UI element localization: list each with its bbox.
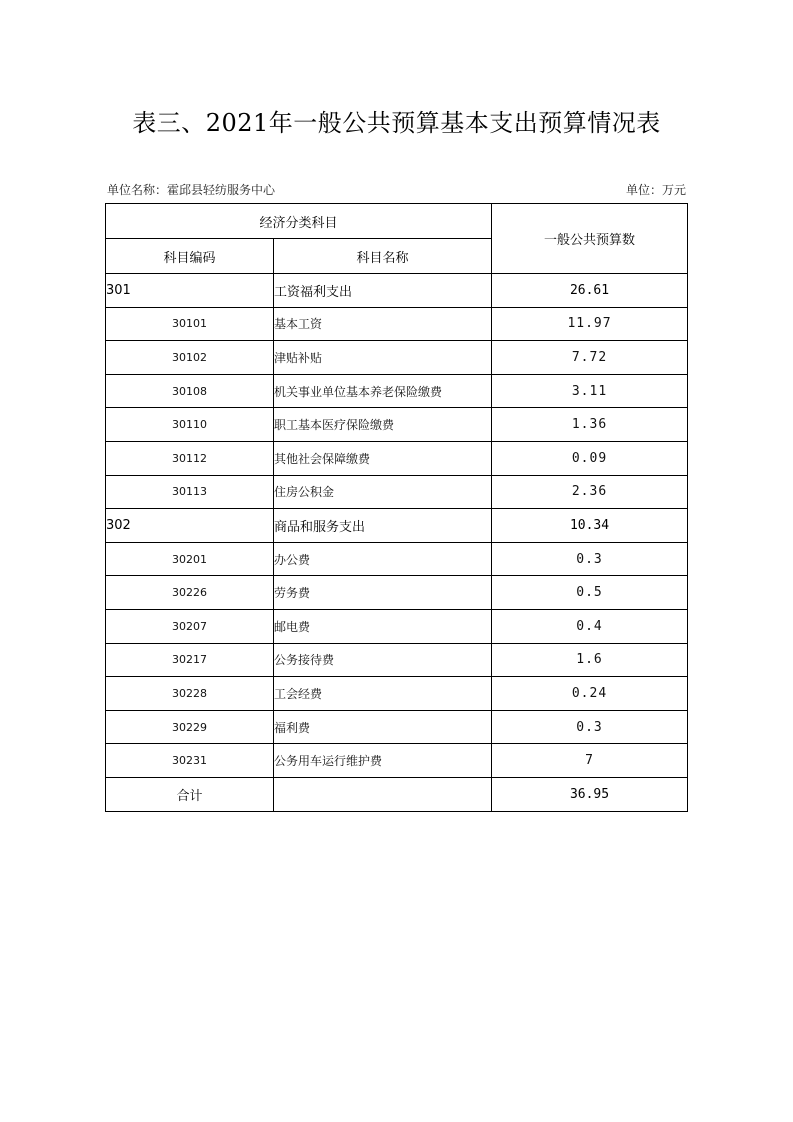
item-row xyxy=(106,441,688,475)
item-row xyxy=(106,643,688,677)
item-row xyxy=(106,576,688,610)
budget-table xyxy=(105,203,688,812)
item-amount: 1.36 xyxy=(492,408,688,442)
item-amount: 7.72 xyxy=(492,341,688,375)
item-name: 办公费 xyxy=(274,542,492,576)
item-row xyxy=(106,408,688,442)
item-code: 30217 xyxy=(106,643,274,677)
item-name: 职工基本医疗保险缴费 xyxy=(274,408,492,442)
category-row xyxy=(106,509,688,543)
item-name: 公务接待费 xyxy=(274,643,492,677)
item-row xyxy=(106,710,688,744)
header-subject-name: 科目名称 xyxy=(274,239,492,274)
item-amount: 0.3 xyxy=(492,542,688,576)
item-amount: 0.5 xyxy=(492,576,688,610)
category-amount: 10.34 xyxy=(492,509,688,543)
item-code: 30226 xyxy=(106,576,274,610)
item-code: 30228 xyxy=(106,677,274,711)
header-subject-code: 科目编码 xyxy=(106,239,274,274)
item-name: 基本工资 xyxy=(274,307,492,341)
category-amount: 26.61 xyxy=(492,274,688,308)
header-budget-amount: 一般公共预算数 xyxy=(492,204,688,274)
item-code: 30101 xyxy=(106,307,274,341)
item-name: 劳务费 xyxy=(274,576,492,610)
item-row xyxy=(106,609,688,643)
item-code: 30113 xyxy=(106,475,274,509)
item-code: 30231 xyxy=(106,744,274,778)
item-row xyxy=(106,677,688,711)
item-name: 福利费 xyxy=(274,710,492,744)
category-name: 商品和服务支出 xyxy=(274,509,492,543)
item-amount: 1.6 xyxy=(492,643,688,677)
item-name: 公务用车运行维护费 xyxy=(274,744,492,778)
item-code: 30207 xyxy=(106,609,274,643)
item-row xyxy=(106,374,688,408)
total-name xyxy=(274,777,492,811)
item-name: 工会经费 xyxy=(274,677,492,711)
item-amount: 0.09 xyxy=(492,441,688,475)
page-title: 表三、2021年一般公共预算基本支出预算情况表 xyxy=(132,109,661,137)
total-label: 合计 xyxy=(106,777,274,811)
item-code: 30229 xyxy=(106,710,274,744)
header-economic-classification: 经济分类科目 xyxy=(106,204,492,239)
category-code: 302 xyxy=(106,509,274,543)
item-code: 30108 xyxy=(106,374,274,408)
item-row xyxy=(106,475,688,509)
item-code: 30112 xyxy=(106,441,274,475)
category-row xyxy=(106,274,688,308)
item-name: 机关事业单位基本养老保险缴费 xyxy=(274,374,492,408)
item-code: 30110 xyxy=(106,408,274,442)
item-row xyxy=(106,341,688,375)
item-name: 邮电费 xyxy=(274,609,492,643)
currency-unit: 单位：万元 xyxy=(625,183,686,197)
item-amount: 0.4 xyxy=(492,609,688,643)
item-amount: 11.97 xyxy=(492,307,688,341)
item-amount: 2.36 xyxy=(492,475,688,509)
item-name: 住房公积金 xyxy=(274,475,492,509)
total-row xyxy=(106,777,688,811)
item-code: 30102 xyxy=(106,341,274,375)
category-code: 301 xyxy=(106,274,274,308)
item-amount: 0.3 xyxy=(492,710,688,744)
item-amount: 7 xyxy=(492,744,688,778)
organization-name: 单位名称：霍邱县轻纺服务中心 xyxy=(107,183,276,197)
item-amount: 3.11 xyxy=(492,374,688,408)
item-code: 30201 xyxy=(106,542,274,576)
category-name: 工资福利支出 xyxy=(274,274,492,308)
total-amount: 36.95 xyxy=(492,777,688,811)
item-row xyxy=(106,307,688,341)
item-row xyxy=(106,744,688,778)
item-name: 其他社会保障缴费 xyxy=(274,441,492,475)
item-name: 津贴补贴 xyxy=(274,341,492,375)
item-row xyxy=(106,542,688,576)
item-amount: 0.24 xyxy=(492,677,688,711)
